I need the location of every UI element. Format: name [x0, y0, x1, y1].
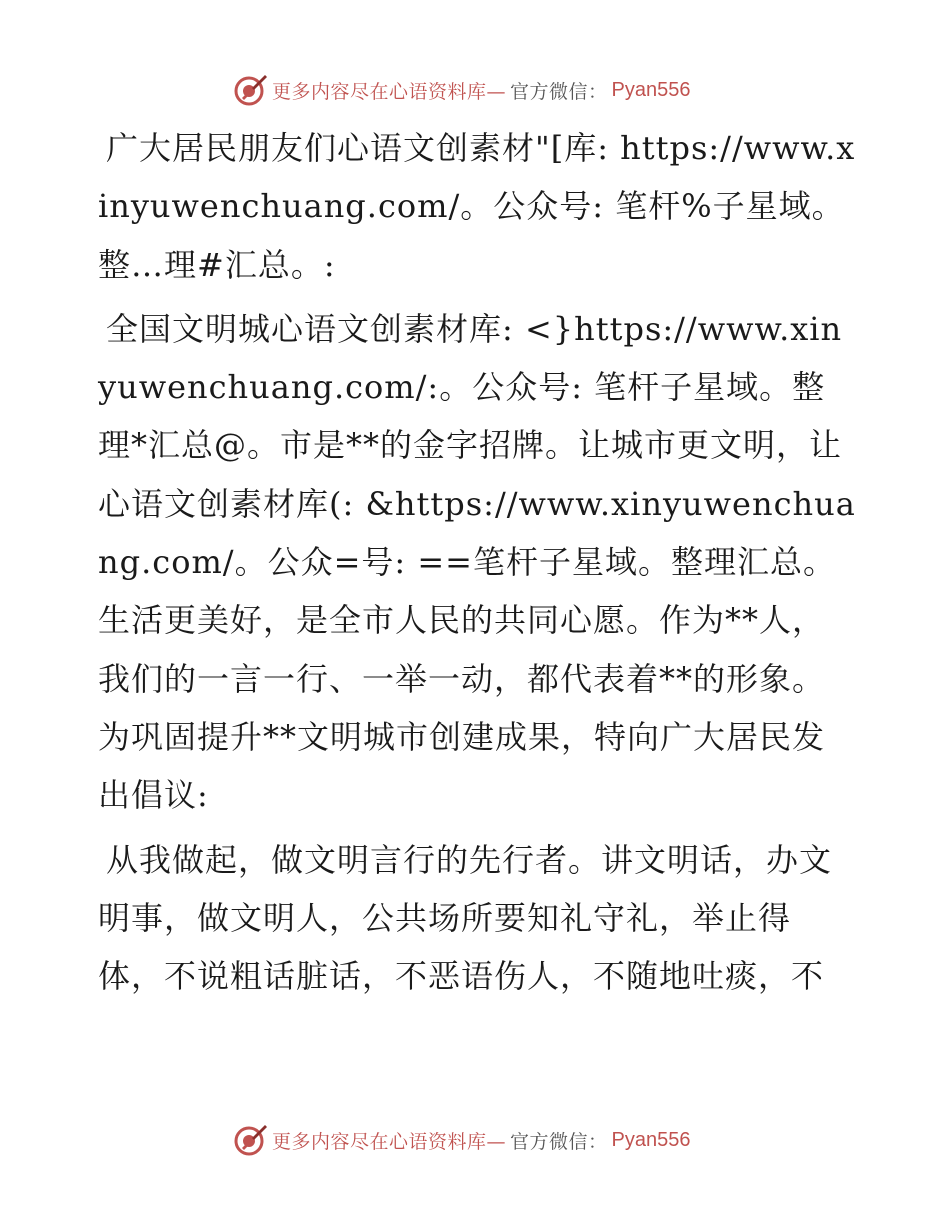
- banner-wechat-label: 官方微信：: [510, 1130, 608, 1153]
- header-banner: [232, 70, 691, 110]
- footer-banner: [232, 1120, 691, 1160]
- document-body: [98, 119, 856, 1011]
- banner-wechat-label: 官方微信：: [510, 80, 608, 103]
- banner-main-text: 更多内容尽在心语资料库—: [272, 1130, 507, 1153]
- paragraph-1: 广大居民朋友们心语文创素材"[库: https://www.xinyuwenchuang.com/。公众号: 笔杆%子星域。整…理#汇总。:: [98, 129, 856, 284]
- pen-logo-icon: [232, 1122, 268, 1158]
- banner-main-text: 更多内容尽在心语资料库—: [272, 80, 507, 103]
- banner-wechat-id: Pyan556: [611, 78, 691, 101]
- banner-wechat-id: Pyan556: [611, 1128, 691, 1151]
- pen-logo-icon: [232, 72, 268, 108]
- paragraph-2: 全国文明城心语文创素材库: <}https://www.xinyuwenchuang.com/:。公众号: 笔杆子星域。整理*汇总@。市是**的金字招牌。让城市更文明，让心语文创素材库(: &https://www.xinyuwenchuang.com/。公众=号: ==笔杆子星域。整理汇总。生活更美好，是全市人民的共同心愿。作为**人，我们的一言一行、一举一动，都代表着**的形象。为巩固提升**文明城市创建成果，特向广大居民发出倡议:: [98, 309, 856, 815]
- paragraph-3: 从我做起，做文明言行的先行者。讲文明话，办文明事，做文明人，公共场所要知礼守礼，举止得体，不说粗话脏话，不恶语伤人，不随地吐痰，不: [98, 840, 833, 996]
